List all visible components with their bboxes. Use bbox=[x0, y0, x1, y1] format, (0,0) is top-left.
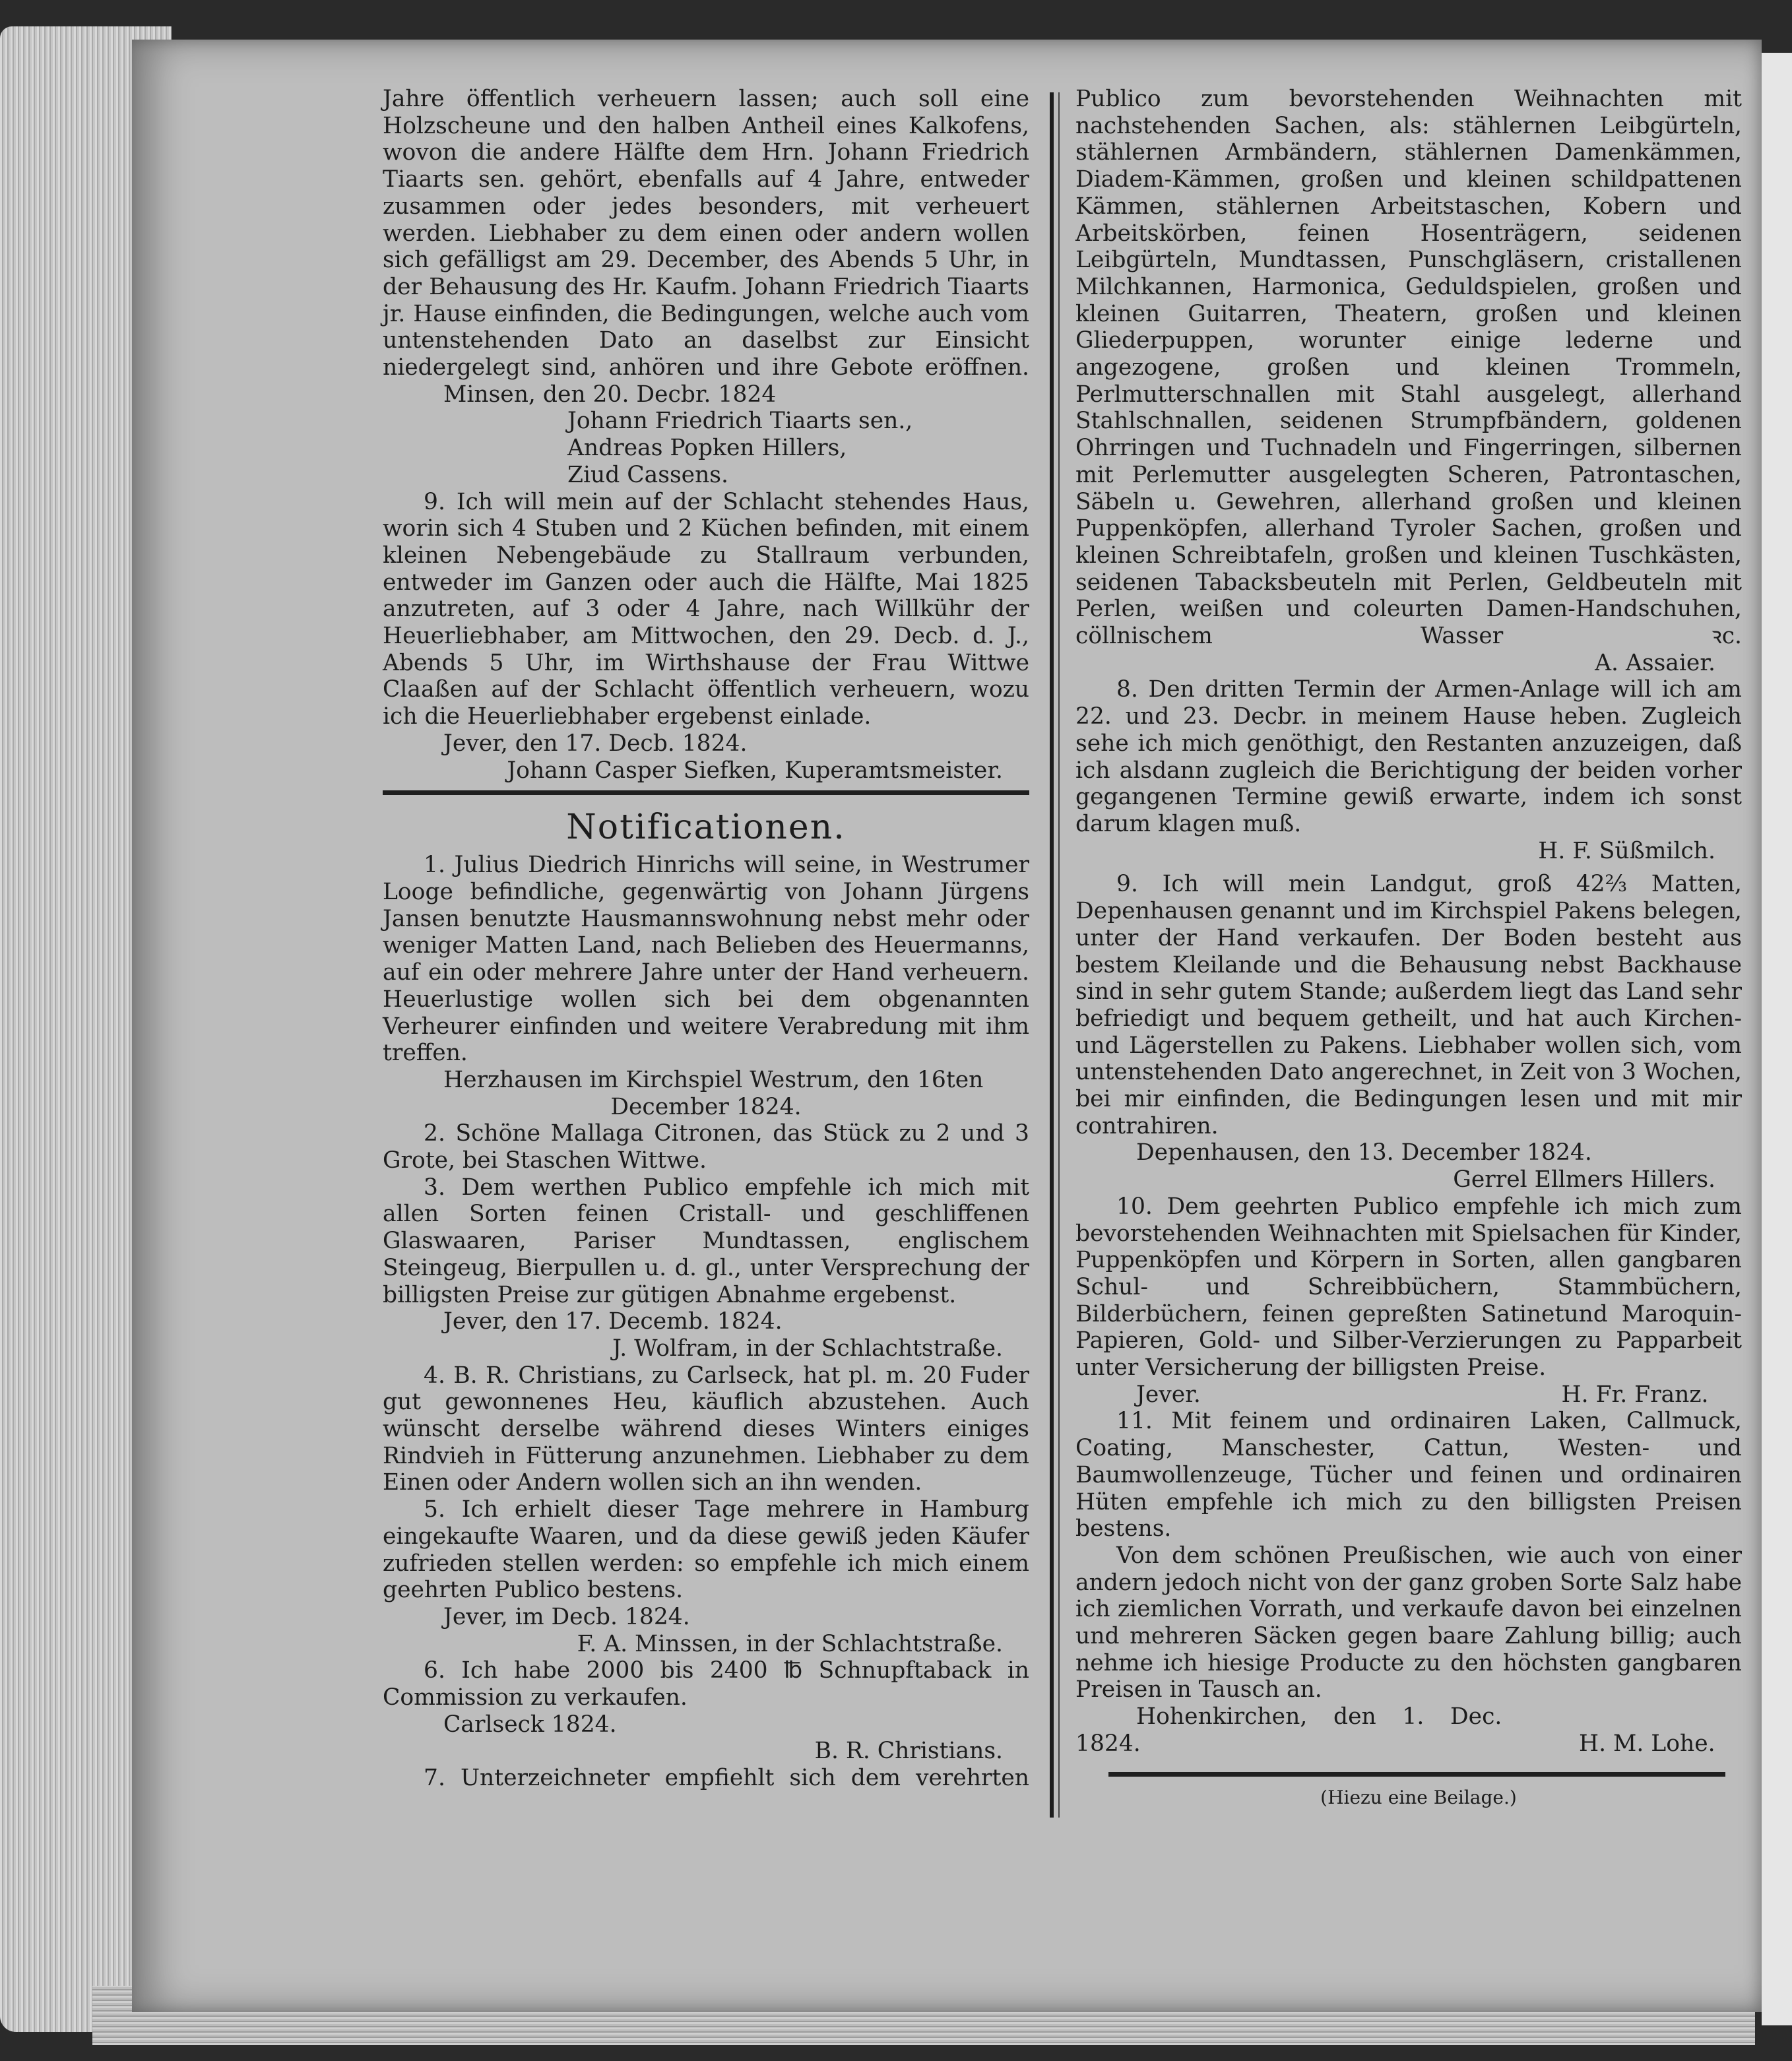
notification-11-salt: Von dem schönen Preußischen, wie auch von einer andern jedoch nicht von der ganz groben Sorte Salz habe ich ziemlichen Vorrath, und verkaufe davon bei einzelnen und mehreren Säcken gegen baare Zahlung billig; auch nehme ich hiesige Producte zu den höchsten gangbaren Preisen in Tausch an. bbox=[1075, 1542, 1742, 1703]
notification-2: 2. Schöne Mallaga Citronen, das Stück zu 2 und 3 Grote, bei Staschen Wittwe. bbox=[383, 1120, 1029, 1174]
notice-signature: Andreas Popken Hillers, bbox=[567, 435, 847, 462]
notification-8: 8. Den dritten Termin der Armen-Anlage will ich am 22. und 23. Decbr. in meinem Hause heben. Zugleich sehe ich mich genöthigt, den Restanten anzuzeigen, daß ich alsdann zugleich die Berichtigung der beiden vorher gegangenen Termine gewiß erwarte, indem ich sonst darum klagen muß. bbox=[1075, 676, 1742, 837]
notification-4: 4. B. R. Christians, zu Carlseck, hat pl. m. 20 Fuder gut gewonnenes Heu, käuflich abzustehen. Auch wünscht derselbe während dieses Winters einiges Rindvieh in Fütterung anzunehmen. Liebhaber zu dem Einen oder Andern wollen sich an ihn wenden. bbox=[383, 1362, 1029, 1496]
notification-5: 5. Ich erhielt dieser Tage mehrere in Hamburg eingekaufte Waaren, und da diese gewiß jeden Käufer zufrieden stellen werden: so empfehle ich mich einem geehrten Publico bestens. bbox=[383, 1496, 1029, 1604]
notice-signature: A. Assaier. bbox=[1595, 649, 1715, 676]
column-divider bbox=[1050, 92, 1054, 1818]
notice-place-date: Minsen, den 20. Decbr. 1824 bbox=[443, 381, 777, 408]
notice-place-date: Hohenkirchen, den 1. Dec. 1824. bbox=[1075, 1703, 1502, 1757]
column-divider-thin bbox=[1058, 92, 1060, 1818]
right-column bbox=[1075, 86, 1742, 1758]
notification-7-continued: Publico zum bevorstehenden Weihnachten mit nachstehenden Sachen, als: stählernen Leibgürteln, stählernen Armbändern, stählernen Damenkämmen, Diadem-Kämmen, großen und kleinen schildpattenen Kämmen, stählernen Arbeitstaschen, Kobern und Arbeitskörben, feinen Hosenträgern, seidenen Leibgürteln, Mundtassen, Punschgläsern, cristallenen Milchkannen, Harmonica, Geduldspielen, großen und kleinen Guitarren, Theatern, großen und kleinen Gliederpuppen, worunter einige lederne und angezogene, großen und kleinen Trommeln, Perlmutterschnallen mit Stahl ausgelegt, allerhand Stahlschnallen, seidenen Strumpfbändern, goldenen Ohrringen und Tuchnadeln und Fingerringen, silbernen mit Perlemutter ausgelegten Scheren, Patrontaschen, Säbeln u. Gewehren, allerhand großen und kleinen Puppenköpfen, allerhand Tyroler Sachen, großen und kleinen Schreibtafeln, großen und kleinen Tuschkästen, seidenen Tabacksbeuteln mit Perlen, Geldbeuteln mit Perlen, weißen und coleurten Damen-Handschuhen, cöllnischem Wasser ꝛc. bbox=[1075, 86, 1742, 650]
notification-9: 9. Ich will mein Landgut, groß 42²⁄₃ Matten, Depenhausen genannt und im Kirchspiel Pakens belegen, unter der Hand verkaufen. Der Boden besteht aus bestem Kleilande und die Behausung nebst Backhause sind in sehr gutem Stande; außerdem liegt das Land sehr befriedigt und bequem getheilt, und hat auch Kirchen- und Lägerstellen zu Pakens. Liebhaber wollen sich, vom untenstehenden Dato angerechnet, in Zeit von 3 Wochen, bei mir einfinden, die Bedingungen lesen und mit mir contrahiren. bbox=[1075, 871, 1742, 1139]
notice-signature: B. R. Christians. bbox=[814, 1738, 1003, 1765]
notice-signature: Johann Casper Siefken, Kuperamtsmeister. bbox=[507, 757, 1003, 784]
notice-signature: Johann Friedrich Tiaarts sen., bbox=[567, 408, 913, 435]
notice-9: 9. Ich will mein auf der Schlacht stehendes Haus, worin sich 4 Stuben und 2 Küchen befinden, mit einem kleinen Nebengebäude zu Stallraum verbunden, entweder im Ganzen oder auch die Hälfte, Mai 1825 anzutreten, auf 3 oder 4 Jahre, nach Willkühr der Heuerliebhaber, am Mittwochen, den 29. Decb. d. J., Abends 5 Uhr, im Wirthshause der Frau Wittwe Claaßen auf der Schlacht öffentlich verheuern, wozu ich die Heuerliebhaber ergebenst einlade. bbox=[383, 488, 1029, 730]
right-page-edge bbox=[1762, 53, 1792, 2025]
notification-6: 6. Ich habe 2000 bis 2400 ℔ Schnupftaback in Commission zu verkaufen. bbox=[383, 1657, 1029, 1711]
notice-place-date: Jever, den 17. Decb. 1824. bbox=[443, 730, 748, 757]
notification-7: 7. Unterzeichneter empfiehlt sich dem verehrten bbox=[424, 1765, 1029, 1792]
notification-10: 10. Dem geehrten Publico empfehle ich mich zum bevorstehenden Weihnachten mit Spielsachen für Kinder, Puppenköpfen und Körpern in Sorten, allen gangbaren Schul- und Schreibbüchern, Stammbüchern, Bilderbüchern, feinen gepreßten Satinetund Maroquin-Papieren, Gold- und Silber-Verzierungen zu Papparbeit unter Versicherung der billigsten Preise. bbox=[1075, 1193, 1742, 1381]
notice-signature: F. A. Minssen, in der Schlachtstraße. bbox=[577, 1630, 1003, 1657]
supplement-note: (Hiezu eine Beilage.) bbox=[1320, 1787, 1517, 1808]
notice-place-date: Carlseck 1824. bbox=[443, 1711, 617, 1738]
notice-place-date: Jever, den 17. Decemb. 1824. bbox=[443, 1308, 783, 1335]
notice-place-date: Depenhausen, den 13. December 1824. bbox=[1136, 1139, 1592, 1166]
notice-signature: H. M. Lohe. bbox=[1579, 1730, 1715, 1757]
notice-8-continued: Jahre öffentlich verheuern lassen; auch soll eine Holzscheune und den halben Antheil eines Kalkofens, wovon die andere Hälfte dem Hrn. Johann Friedrich Tiaarts sen. gehört, ebenfalls auf 4 Jahre, entweder zusammen oder jedes besonders, mit verheuert werden. Liebhaber zu dem einen oder andern wollen sich gefälligst am 29. December, des Abends 5 Uhr, in der Behausung des Hr. Kaufm. Johann Friedrich Tiaarts jr. Hause einfinden, die Bedingungen, welche auch vom untenstehenden Dato an daselbst zur Einsicht niedergelegt sind, anhören und ihre Gebote eröffnen. bbox=[383, 86, 1029, 381]
notice-signature: Gerrel Ellmers Hillers. bbox=[1453, 1166, 1715, 1193]
notice-place-date: Herzhausen im Kirchspiel Westrum, den 16ten bbox=[443, 1066, 984, 1093]
notice-place-date: Jever, im Decb. 1824. bbox=[443, 1603, 690, 1630]
notice-signature: H. F. Süßmilch. bbox=[1538, 837, 1715, 864]
section-divider bbox=[383, 790, 1029, 795]
footer-divider bbox=[1108, 1772, 1725, 1777]
notice-place-date: Jever. bbox=[1136, 1381, 1201, 1408]
notice-signature: H. Fr. Franz. bbox=[1561, 1381, 1709, 1408]
notification-3: 3. Dem werthen Publico empfehle ich mich mit allen Sorten feinen Cristall- und geschliffenen Glaswaaren, Pariser Mundtassen, englischem Steingeug, Bierpullen u. d. gl., unter Versprechung der billigsten Preise zur gütigen Abnahme ergebenst. bbox=[383, 1174, 1029, 1308]
notice-place-date: December 1824. bbox=[610, 1093, 802, 1120]
notification-1: 1. Julius Diedrich Hinrichs will seine, in Westrumer Looge befindliche, gegenwärtig von Johann Jürgens Jansen benutzte Hausmannswohnung nebst mehr oder weniger Matten Land, nach Belieben des Heuermanns, auf ein oder mehrere Jahre unter der Hand verheuern. Heuerlustige wollen sich bei dem obgenannten Verheurer einfinden und weitere Verabredung mit ihm treffen. bbox=[383, 852, 1029, 1067]
notification-11: 11. Mit feinem und ordinairen Laken, Callmuck, Coating, Manschester, Cattun, Westen- und Baumwollenzeuge, Tücher und feinen und ordinairen Hüten empfehle ich mich zu den billigsten Preisen bestens. bbox=[1075, 1408, 1742, 1542]
notice-signature: Ziud Cassens. bbox=[567, 461, 728, 488]
notice-signature: J. Wolfram, in der Schlachtstraße. bbox=[612, 1335, 1003, 1362]
left-column bbox=[383, 86, 1029, 1792]
section-heading: Notificationen. bbox=[566, 808, 846, 848]
